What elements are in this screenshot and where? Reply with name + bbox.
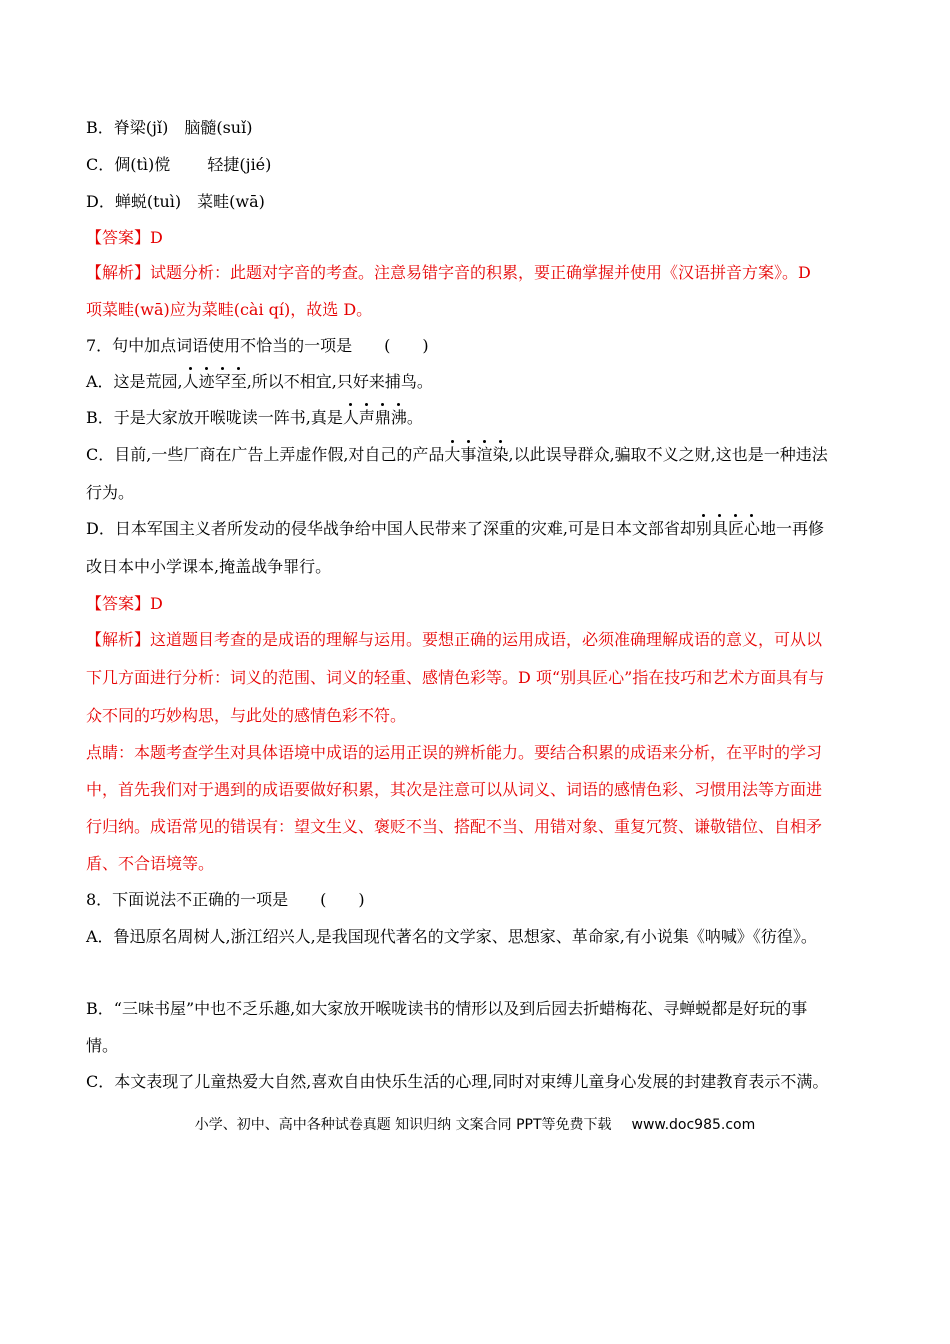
analysis-label: 【解析】 (86, 263, 151, 282)
q6-analysis-line-2: 项菜畦(wā)应为菜畦(cài qí)，故选 D。 (86, 300, 373, 319)
q6-option-d: D．蝉蜕(tuì) 菜畦(wā) (86, 192, 265, 211)
q6-analysis-line-1 (86, 261, 876, 285)
emphasis-char: 声 (359, 406, 375, 430)
q6-option-b: B．脊梁(jǐ) 脑髓(suǐ) (86, 118, 253, 137)
emphasis-char: 别 (696, 517, 712, 541)
q6-option-c: C．倜(tì)傥 轻捷(jié) (86, 155, 272, 174)
emphasis-char: 至 (231, 370, 247, 394)
dotted-idiom (444, 445, 508, 464)
dotted-idiom (696, 519, 760, 538)
q7-option-c-line-2: 行为。 (86, 483, 135, 502)
option-text: 。 (406, 408, 423, 427)
emphasis-char: 心 (744, 517, 760, 541)
emphasis-char: 匠 (728, 517, 744, 541)
q7-option-d-line-2: 改日本中小学课本,掩盖战争罪行。 (86, 557, 332, 576)
option-text: B．于是大家放开喉咙读一阵书,真是 (86, 408, 343, 427)
q7-tip-line-2: 中，首先我们对于遇到的成语要做好积累，其次是注意可以从词义、词语的感情色彩、习惯用法等方面进 (86, 780, 823, 799)
page-footer (0, 1115, 950, 1135)
q7-option-b (86, 406, 876, 430)
analysis-text: 试题分析：此题对字音的考查。注意易错字音的积累，要正确掌握并使用《汉语拼音方案》。D (150, 263, 811, 282)
option-text: D．日本军国主义者所发动的侵华战争给中国人民带来了深重的灾难,可是日本文部省却 (86, 519, 696, 538)
emphasis-char: 迹 (199, 370, 215, 394)
dotted-idiom (183, 372, 247, 391)
q8-stem: 8．下面说法不正确的一项是 ( ) (86, 890, 365, 909)
emphasis-char: 大 (444, 443, 460, 467)
emphasis-char: 沸 (391, 406, 407, 430)
emphasis-char: 人 (343, 406, 359, 430)
analysis-text: 这道题目考查的是成语的理解与运用。要想正确的运用成语，必须准确理解成语的意义，可从以 (150, 630, 823, 649)
q7-stem: 7．句中加点词语使用不恰当的一项是 ( ) (86, 336, 429, 355)
q8-option-c: C．本文表现了儿童热爱大自然,喜欢自由快乐生活的心理,同时对束缚儿童身心发展的封建教育表示不满。 (86, 1072, 829, 1091)
emphasis-char: 事 (460, 443, 476, 467)
q8-option-b: B．“三味书屋”中也不乏乐趣,如大家放开喉咙读书的情形以及到后园去折蜡梅花、寻蝉蜕都是好玩的事 (86, 999, 808, 1018)
q7-tip-line-4: 盾、不合语境等。 (86, 854, 215, 873)
q7-option-c (86, 443, 876, 467)
q8-option-b-line-2: 情。 (86, 1036, 119, 1055)
emphasis-char: 罕 (215, 370, 231, 394)
analysis-label: 【解析】 (86, 630, 151, 649)
emphasis-char: 染 (492, 443, 508, 467)
q7-option-a (86, 370, 876, 394)
q7-tip-line-3: 行归纳。成语常见的错误有：望文生义、褒贬不当、搭配不当、用错对象、重复冗赘、谦敬错位、自相矛 (86, 817, 823, 836)
emphasis-char: 人 (183, 370, 199, 394)
q7-tip-line-1: 点睛：本题考查学生对具体语境中成语的运用正误的辨析能力。要结合积累的成语来分析，在平时的学习 (86, 743, 823, 762)
q8-option-a: A．鲁迅原名周树人,浙江绍兴人,是我国现代著名的文学家、思想家、革命家,有小说集《呐喊》《彷徨》。 (86, 927, 817, 946)
option-text: 地一再修 (759, 519, 824, 538)
q6-answer: 【答案】D (86, 228, 163, 247)
q7-answer: 【答案】D (86, 594, 163, 613)
emphasis-char: 渲 (476, 443, 492, 467)
dotted-idiom (343, 408, 407, 427)
footer-url[interactable]: www.doc985.com (631, 1117, 756, 1133)
emphasis-char: 鼎 (375, 406, 391, 430)
option-text: A．这是荒园, (86, 372, 183, 391)
q7-analysis-line-3: 众不同的巧妙构思，与此处的感情色彩不符。 (86, 706, 407, 725)
footer-text: 小学、初中、高中各种试卷真题 知识归纳 文案合同 PPT等免费下载 (194, 1117, 612, 1133)
q7-analysis-line-1 (86, 628, 876, 652)
option-text: ,所以不相宜,只好来捕鸟。 (246, 372, 433, 391)
option-text: ,以此误导群众,骗取不义之财,这也是一种违法 (508, 445, 828, 464)
option-text: C．目前,一些厂商在广告上弄虚作假,对自己的产品 (86, 445, 445, 464)
q7-option-d (86, 517, 876, 541)
q7-analysis-line-2: 下几方面进行分析：词义的范围、词义的轻重、感情色彩等。D 项“别具匠心”指在技巧和艺术方面具有与 (86, 668, 825, 687)
emphasis-char: 具 (712, 517, 728, 541)
